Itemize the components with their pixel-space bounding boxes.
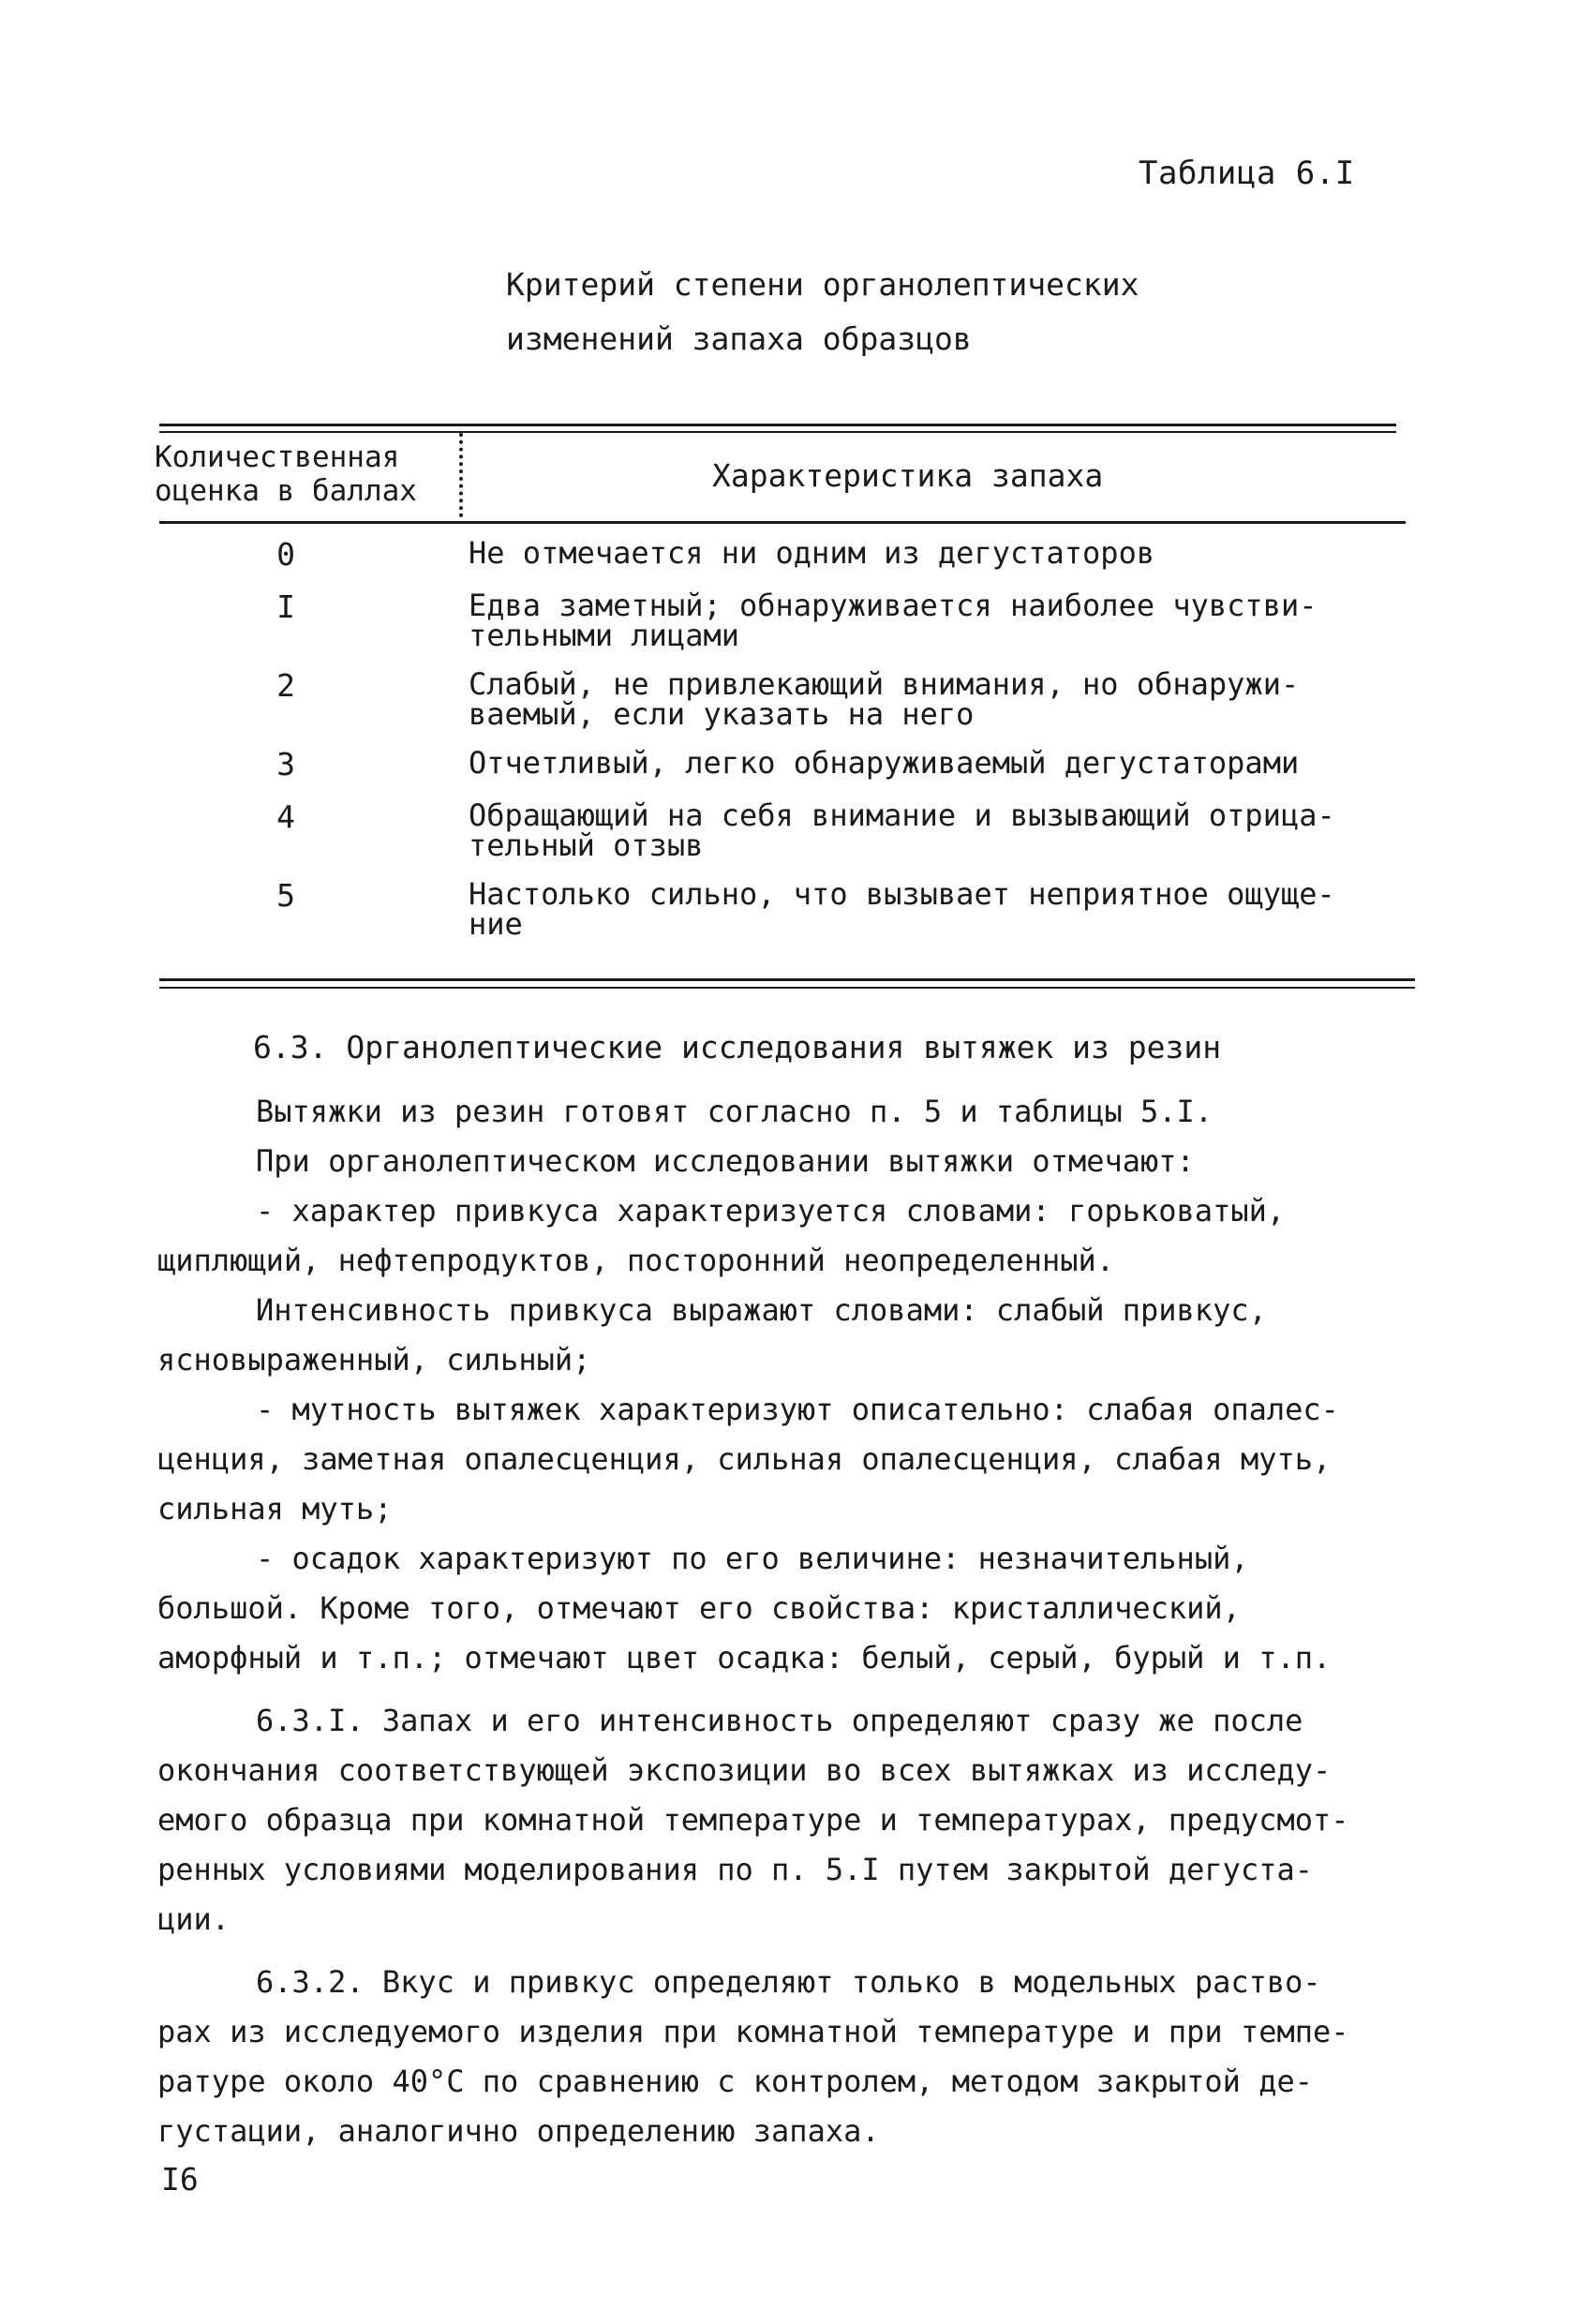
paragraph-line: ратуре около 40°С по сравнению с контролем, методом закрытой де- [157,2063,1313,2099]
paragraph-line: 6.3.I. Запах и его интенсивность определяют сразу же после [256,1703,1303,1738]
paragraph-line: ренных условиями моделирования по п. 5.I путем закрытой дегуста- [157,1852,1313,1887]
score-cell: I [276,588,295,625]
table-row [0,797,1593,863]
caption-line-1: Критерий степени органолептических [506,266,1139,303]
body-line: ценция, заметная опалесценция, сильная опалесценция, слабая муть, [157,1441,1332,1477]
table-body [0,535,1593,958]
table-caption [506,258,1139,366]
table-row [0,588,1593,653]
score-cell: 3 [276,746,295,782]
score-cell: 0 [276,536,295,573]
description-cell: Отчетливый, легко обнаруживаемый дегустаторами [469,745,1300,781]
table-row [0,666,1593,732]
body-text [157,1087,1432,2156]
table-row [0,876,1593,942]
score-cell: 4 [276,798,295,835]
paragraph-line: 6.3.2. Вкус и привкус определяют только в модельных раство- [256,1964,1321,2000]
table-header-rule [159,521,1406,524]
body-line: щиплющий, нефтепродуктов, посторонний неопределенный. [157,1243,1115,1278]
caption-line-2: изменений запаха образцов [506,320,972,357]
table-top-rule [159,424,1396,426]
description-cell: Слабый, не привлекающий внимания, но обнаружи- ваемый, если указать на него [469,666,1300,732]
column-header-score-line-1: Количественная [155,440,400,474]
body-line: сильная муть; [157,1491,393,1527]
paragraph-line: ции. [157,1901,231,1937]
score-cell: 2 [276,667,295,704]
table-top-rule-2 [159,431,1396,433]
column-header-score [155,440,417,508]
column-header-characteristic: Характеристика запаха [712,457,1104,494]
column-separator [459,433,470,517]
paragraph-line: рах из исследуемого изделия при комнатной температуре и при темпе- [157,2014,1349,2049]
body-line: ясновыраженный, сильный; [157,1342,591,1378]
table-bottom-rule [159,978,1415,981]
body-line: большой. Кроме того, отмечают его свойства: кристаллический, [157,1590,1241,1626]
description-cell: Обращающий на себя внимание и вызывающий отрица- тельный отзыв [469,797,1335,863]
table-row [0,535,1593,573]
column-header-score-line-2: оценка в баллах [155,474,417,508]
table-bottom-rule-2 [159,987,1415,989]
paragraph-line: окончания соответствующей экспозиции во всех вытяжках из исследу- [157,1752,1332,1788]
description-cell: Едва заметный; обнаруживается наиболее чувстви- тельными лицами [469,588,1318,653]
body-line: - осадок характеризуют по его величине: незначительный, [256,1541,1249,1576]
body-line: При органолептическом исследовании вытяжки отмечают: [256,1143,1195,1179]
table-label: Таблица 6.I [1139,155,1355,192]
body-line: - характер привкуса характеризуется словами: горьковатый, [256,1193,1286,1229]
body-line: - мутность вытяжек характеризуют описательно: слабая опалес- [256,1392,1339,1427]
section-heading: 6.3. Органолептические исследования вытяжек из резин [253,1029,1222,1065]
body-line: Вытяжки из резин готовят согласно п. 5 и таблицы 5.I. [256,1094,1213,1129]
description-cell: Настолько сильно, что вызывает неприятное ощуще- ние [469,876,1335,942]
score-cell: 5 [276,877,295,914]
body-line: Интенсивность привкуса выражают словами: слабый привкус, [256,1292,1267,1328]
paragraph-line: емого образца при комнатной температуре и температурах, предусмот- [157,1802,1349,1838]
page-number: I6 [161,2161,199,2197]
description-cell: Не отмечается ни одним из дегустаторов [469,535,1155,571]
paragraph-line: густации, аналогично определению запаха. [157,2113,880,2149]
table-row [0,745,1593,782]
body-line: аморфный и т.п.; отмечают цвет осадка: белый, серый, бурый и т.п. [157,1640,1332,1676]
